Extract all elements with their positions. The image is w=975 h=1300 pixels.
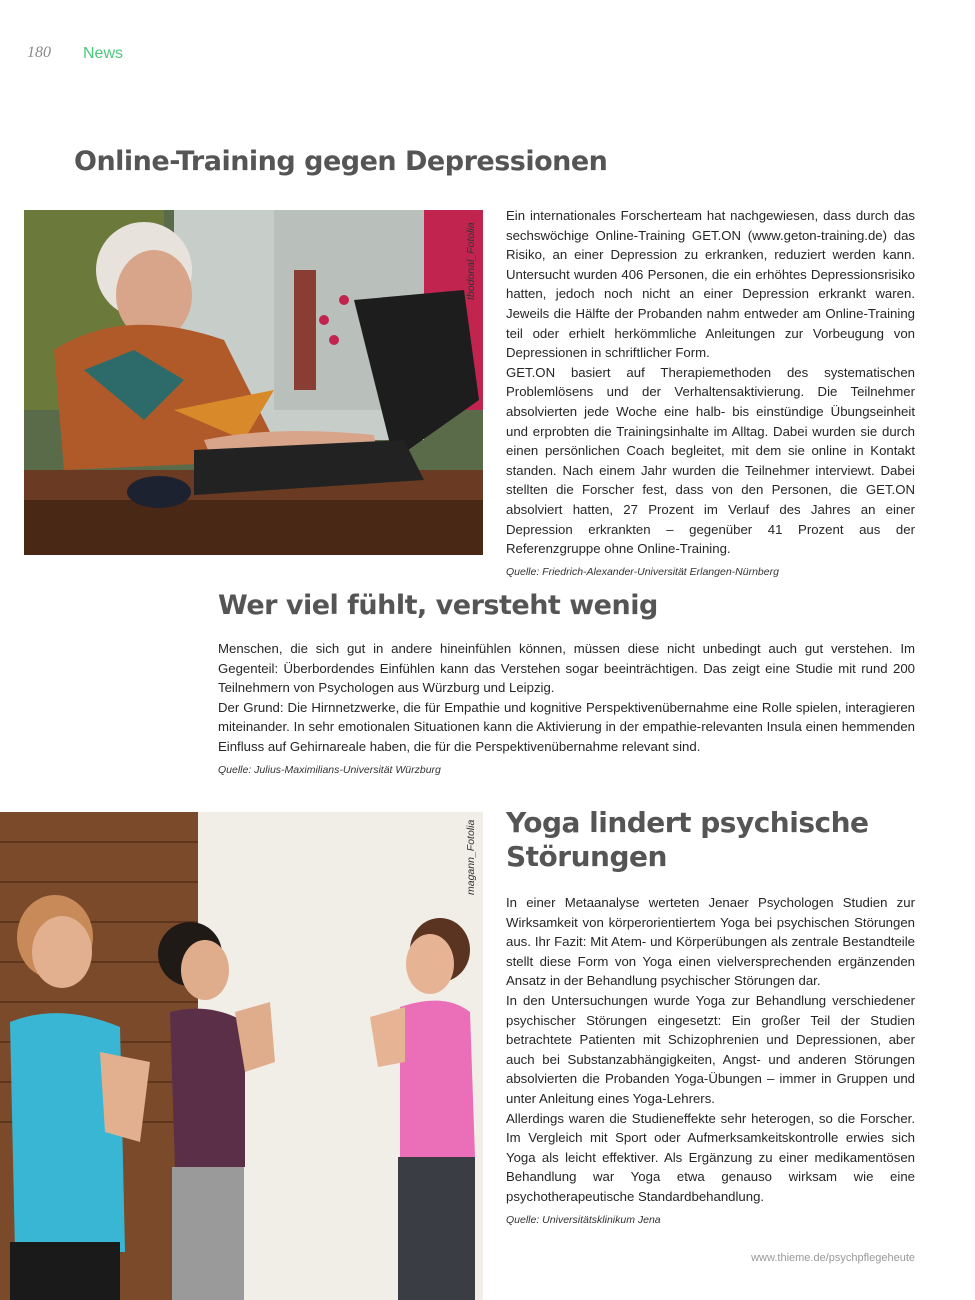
article1-paragraph: Ein internationales Forscherteam hat nachgewiesen, dass durch das sechswöchige Online-Training GET.ON (www.geton-training.de) das Risiko, an einer Depression zu erkranken, reduziert werden kann. Untersucht wurden 406 Personen, die ein erhöhtes Depressionsrisiko hatten, jedoch noch nicht an einer Depression erkrankt waren. Jeweils die Hälfte der Probanden nahm entweder am Online-Training teil oder erhielt herkömmliche Anleitungen zur Vorbeugung von Depressionen in schriftlicher Form. <box>506 208 915 361</box>
article2-body <box>218 639 915 780</box>
article1-photo-credit: tbodonal_Fotolia <box>465 222 477 300</box>
article1-photo <box>24 210 483 555</box>
article1-paragraph: GET.ON basiert auf Therapiemethoden des systematischen Problemlösens und der Verhaltensaktivierung. Die Teilnehmer absolvierten jede Woche eine halb- bis einstündige Übungseinheit und erprobten die Trainingsinhalte im Alltag. Dabei wurden sie durch einen persönlichen Coach begleitet, mit dem sie online in Kontakt standen. Nach einem Jahr wurden die Teilnehmer interviewt. Dabei stellten die Forscher fest, dass von den Personen, die GET.ON absolviert hatten, 27 Prozent im Verlauf des Jahres an einer Depression erkrankten – gegenüber 41 Prozent aus der Referenzgruppe ohne Online-Training. <box>506 364 915 557</box>
article2-title: Wer viel fühlt, versteht wenig <box>218 590 658 621</box>
article1-source: Quelle: Friedrich-Alexander-Universität Erlangen-Nürnberg <box>506 565 779 578</box>
article2-source: Quelle: Julius-Maximilians-Universität Würzburg <box>218 763 441 776</box>
article3-body <box>506 893 915 1230</box>
article3-title <box>506 806 869 874</box>
page-number: 180 <box>27 44 51 61</box>
article1-title: Online-Training gegen Depressionen <box>74 146 608 177</box>
article3-photo-credit: magann_Fotolia <box>465 819 477 895</box>
article3-paragraph: In einer Metaanalyse werteten Jenaer Psychologen Studien zur Wirksamkeit von körperorientiertem Yoga bei psychischen Störungen aus. Ihr Fazit: Mit Atem- und Körperübungen als zentrale Bestandteile stellt diese Form von Yoga einen vielversprechenden ergänzenden Ansatz in der Behandlung psychischer Störungen dar. <box>506 895 915 989</box>
article1-body <box>506 206 915 582</box>
article2-paragraph: Menschen, die sich gut in andere hineinfühlen können, müssen diese nicht unbedingt auch gut verstehen. Im Gegenteil: Überbordendes Einfühlen kann das Verstehen sogar beeinträchtigen. Das zeigt eine Studie mit rund 200 Teilnehmern von Psychologen aus Würzburg und Leipzig. <box>218 641 915 696</box>
article3-source: Quelle: Universitätsklinikum Jena <box>506 1213 661 1226</box>
article2-paragraph: Der Grund: Die Hirnnetzwerke, die für Empathie und kognitive Perspektivenübernahme eine Rolle spielen, interagieren miteinander. In sehr emotionalen Situationen kann die Aktivierung in der empathie-relevanten Insula einen hemmenden Einfluss auf Gehirnareale haben, die für die Perspektivenübernahme relevant sind. <box>218 699 915 754</box>
article3-paragraph: Allerdings waren die Studieneffekte sehr heterogen, so die Forscher. Im Vergleich mit Sport oder Aufmerksamkeitskontrolle erwies sich Yoga als leicht effektiver. Als Ergänzung zu einer medikamentösen Behandlung war Yoga etwa genauso wirksam wie eine psychotherapeutische Standardbehandlung. <box>506 1110 915 1204</box>
article3-title-line1: Yoga lindert psychische <box>506 806 869 839</box>
article3-title-line2: Störungen <box>506 840 667 873</box>
article3-photo <box>0 812 483 1300</box>
article3-paragraph: In den Untersuchungen wurde Yoga zur Behandlung verschiedener psychischer Störungen eingesetzt: Ein großer Teil der Studien betrachtete Patienten mit Schizophrenien und Depressionen, aber auch bei Substanzabhängigkeiten, Angst- und anderen Störungen absolvierten die Probanden Yoga-Übungen – immer in Gruppen und unter Anleitung eines Yoga-Lehrers. <box>506 992 915 1106</box>
footer-url: www.thieme.de/psychpflegeheute <box>751 1252 915 1264</box>
section-label: News <box>83 45 124 62</box>
